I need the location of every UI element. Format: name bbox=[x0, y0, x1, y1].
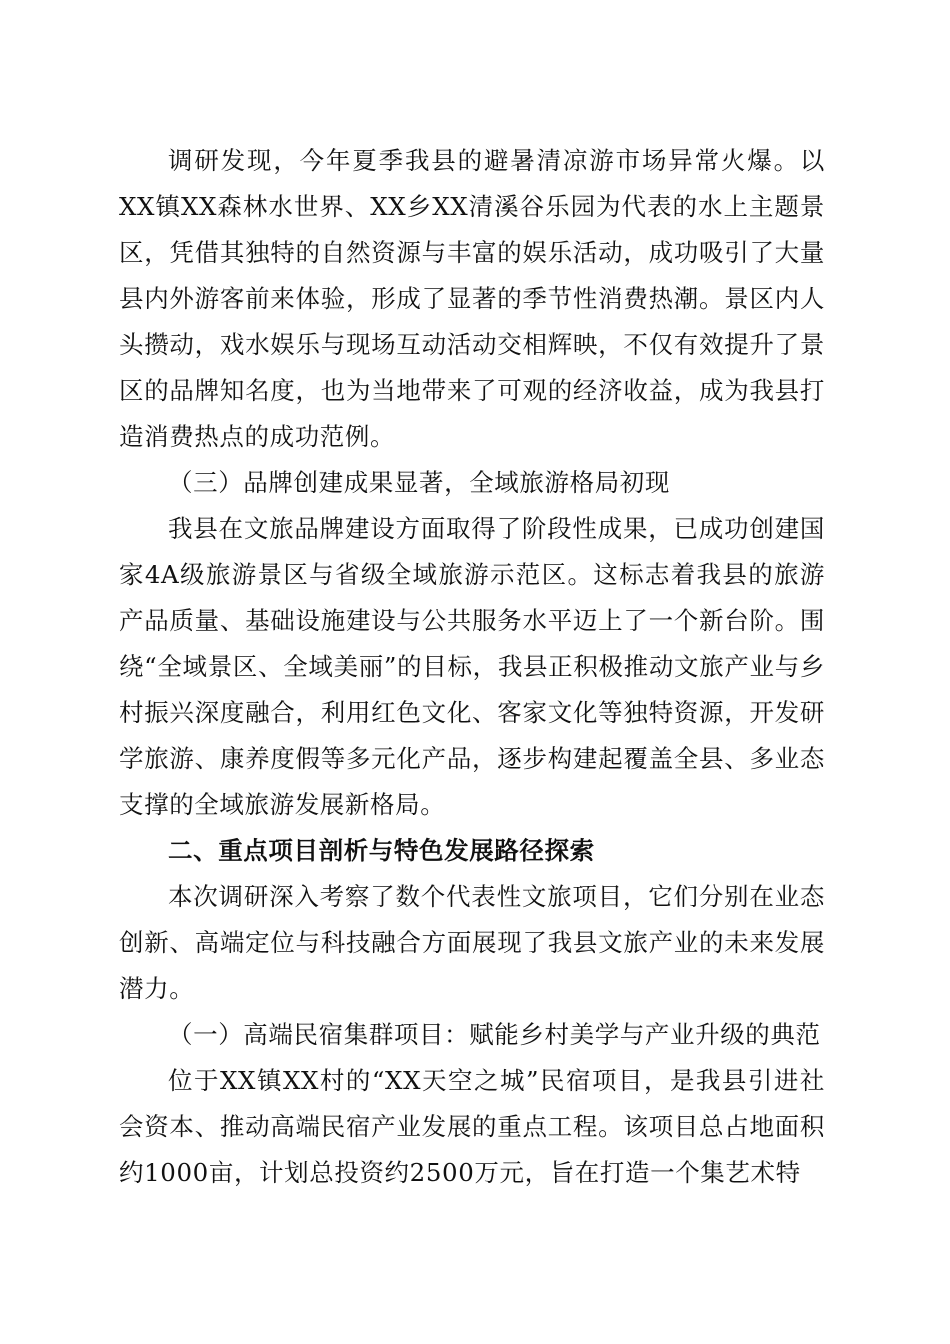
subheading-brand-building: （三）品牌创建成果显著，全域旅游格局初现 bbox=[168, 468, 670, 497]
paragraph-brand-building: 我县在文旅品牌建设方面取得了阶段性成果，已成功创建国家4A级旅游景区与省级全域旅游示范区。这标志着我县的旅游产品质量、基础设施建设与公共服务水平迈上了一个新台阶。围绕“全域景区、全域美丽”的目标，我县正积极推动文旅产业与乡村振兴深度融合，利用红色文化、客家文化等独特资源，开发研学旅游、康养度假等多元化产品，逐步构建起覆盖全县、多业态支撑的全域旅游发展新格局。 bbox=[119, 514, 825, 819]
paragraph-project-intro: 本次调研深入考察了数个代表性文旅项目，它们分别在业态创新、高端定位与科技融合方面展现了我县文旅产业的未来发展潜力。 bbox=[119, 882, 825, 1003]
section-heading-key-projects: 二、重点项目剖析与特色发展路径探索 bbox=[168, 836, 595, 865]
document-body bbox=[119, 138, 825, 1196]
subheading-homestay-project: （一）高端民宿集群项目：赋能乡村美学与产业升级的典范 bbox=[168, 1020, 821, 1049]
paragraph-homestay-project: 位于XX镇XX村的“XX天空之城”民宿项目，是我县引进社会资本、推动高端民宿产业发展的重点工程。该项目总占地面积约1000亩，计划总投资约2500万元，旨在打造一个集艺术特 bbox=[119, 1066, 825, 1187]
paragraph-summer-tourism: 调研发现，今年夏季我县的避暑清凉游市场异常火爆。以XX镇XX森林水世界、XX乡XX清溪谷乐园为代表的水上主题景区，凭借其独特的自然资源与丰富的娱乐活动，成功吸引了大量县内外游客前来体验，形成了显著的季节性消费热潮。景区内人头攒动，戏水娱乐与现场互动活动交相辉映，不仅有效提升了景区的品牌知名度，也为当地带来了可观的经济收益，成为我县打造消费热点的成功范例。 bbox=[119, 146, 825, 451]
